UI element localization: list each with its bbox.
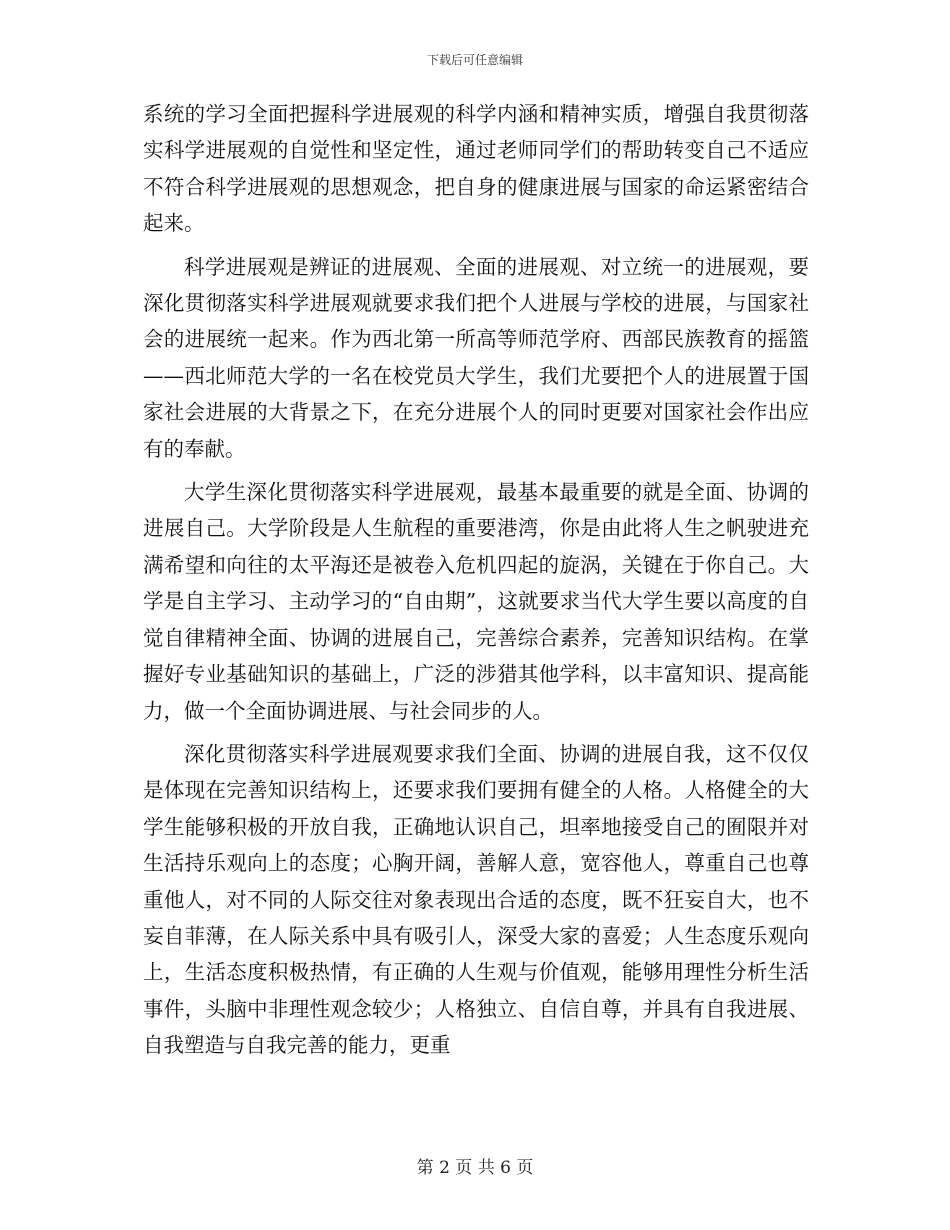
page-number-footer: 第 2 页 共 6 页 [416, 1158, 534, 1178]
paragraph-continuation: 系统的学习全面把握科学进展观的科学内涵和精神实质，增强自我贯彻落实科学进展观的自觉性和坚定性，通过老师同学们的帮助转变自己不适应不符合科学进展观的思想观念，把自身的健康进展与国家的命运紧密结合起来。 [143, 102, 809, 236]
paragraph-healthy-personality: 深化贯彻落实科学进展观要求我们全面、协调的进展自我，这不仅仅是体现在完善知识结构上，还要求我们要拥有健全的人格。人格健全的大学生能够积极的开放自我，正确地认识自己，坦率地接受自己的囿限并对生活持乐观向上的态度；心胸开阔，善解人意，宽容他人，尊重自己也尊重他人，对不同的人际交往对象表现出合适的态度，既不狂妄自大，也不妄自菲薄，在人际关系中具有吸引人，深受大家的喜爱；人生态度乐观向上，生活态度积极热情，有正确的人生观与价值观，能够用理性分析生活事件，头脑中非理性观念较少；人格独立、自信自尊，并具有自我进展、自我塑造与自我完善的能力，更重 [143, 741, 809, 1058]
document-body [143, 96, 809, 1071]
paragraph-scientific-development: 科学进展观是辨证的进展观、全面的进展观、对立统一的进展观，要深化贯彻落实科学进展观就要求我们把个人进展与学校的进展，与国家社会的进展统一起来。作为西北第一所高等师范学府、西部民族教育的摇篮——西北师范大学的一名在校党员大学生，我们尤要把个人的进展置于国家社会进展的大背景之下，在充分进展个人的同时更要对国家社会作出应有的奉献。 [143, 254, 809, 461]
page-header-note: 下载后可任意编辑 [426, 53, 523, 67]
paragraph-college-students: 大学生深化贯彻落实科学进展观，最基本最重要的就是全面、协调的进展自己。大学阶段是人生航程的重要港湾，你是由此将人生之帆驶进充满希望和向往的太平海还是被卷入危机四起的旋涡，关键在于你自己。大学是自主学习、主动学习的“自由期”，这就要求当代大学生要以高度的自觉自律精神全面、协调的进展自己，完善综合素养，完善知识结构。在掌握好专业基础知识的基础上，广泛的涉猎其他学科，以丰富知识、提高能力，做一个全面协调进展、与社会同步的人。 [143, 480, 809, 723]
